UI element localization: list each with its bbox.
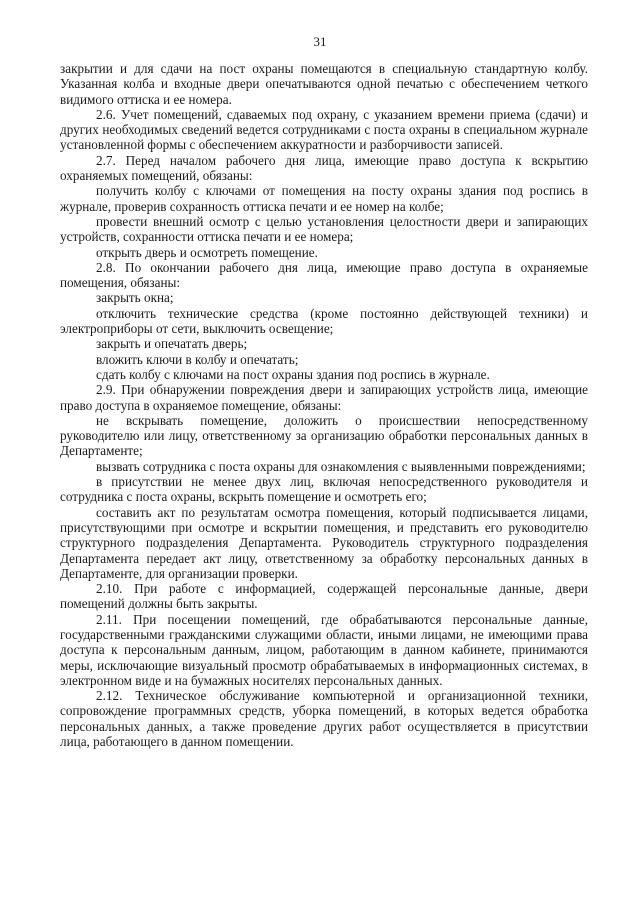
paragraph-2-8: 2.8. По окончании рабочего дня лица, имеющие право доступа в охраняемые помещения, обязаны: <box>60 259 588 291</box>
list-item-power-off: отключить технические средства (кроме постоянно действующей техники) и электроприборы от сети, выключить освещение; <box>60 305 588 337</box>
list-item-open-with-witnesses: в присутствии не менее двух лиц, включая непосредственного руководителя и сотрудника с поста охраны, вскрыть помещение и осмотреть его; <box>60 474 588 505</box>
paragraph-2-6: 2.6. Учет помещений, сдаваемых под охрану, с указанием времени приема (сдачи) и других необходимых сведений ведется сотрудниками с поста охраны в специальном журнале установленной формы с обеспечением аккуратности и разборчивости записей. <box>60 106 588 153</box>
paragraph-2-10: 2.10. При работе с информацией, содержащей персональные данные, двери помещений должны быть закрыты. <box>60 581 588 612</box>
document-body <box>60 61 588 749</box>
list-item-open-door: открыть дверь и осмотреть помещение. <box>96 244 318 260</box>
list-item-inspect-door: провести внешний осмотр с целью установления целостности двери и запирающих устройств, сохранности оттиска печати и ее номера; <box>60 213 588 245</box>
paragraph-2-12: 2.12. Техническое обслуживание компьютерной и организационной техники, сопровождение программных средств, уборка помещений, в которых ведется обработка персональных данных, а также проведение других работ осуществляется в присутствии лица, работающего в данном помещении. <box>60 688 588 750</box>
list-item-hand-over-flask: сдать колбу с ключами на пост охраны здания под роспись в журнале. <box>96 366 490 382</box>
list-item-draw-up-act: составить акт по результатам осмотра помещения, который подписывается лицами, присутствующими при осмотре и вскрытии помещения, и представить его руководителю структурного подразделения Департамента. Руководитель структурного подразделения Департамента передает акт лицу, ответственному за обработку персональных данных в Департаменте, для организации проверки. <box>60 504 588 581</box>
list-item-call-guard: вызвать сотрудника с поста охраны для ознакомления с выявленными повреждениями; <box>96 458 586 474</box>
paragraph-continuation: закрытии и для сдачи на пост охраны помещаются в специальную стандартную колбу. Указанная колба и входные двери опечатываются одной печатью с обеспечением четкого видимого оттиска и ее номера. <box>60 61 588 107</box>
list-item-do-not-open: не вскрывать помещение, доложить о происшествии непосредственному руководителю или лицу, ответственному за организацию обработки персональных данных в Департаменте; <box>60 412 588 459</box>
list-item-close-windows: закрыть окна; <box>96 290 174 306</box>
list-item-seal-door: закрыть и опечатать дверь; <box>96 336 248 352</box>
paragraph-2-11: 2.11. При посещении помещений, где обрабатываются персональные данные, государственными гражданскими служащими области, иными лицами, не имеющими права доступа к персональным данным, лицом, работающим в данном кабинете, принимаются меры, исключающие визуальный просмотр обрабатываемых в информационных системах, в электронном виде и на бумажных носителях персональных данных. <box>60 611 588 688</box>
list-item-get-flask: получить колбу с ключами от помещения на посту охраны здания под роспись в журнале, проверив сохранность оттиска печати и ее номер на колбе; <box>60 183 588 214</box>
paragraph-2-9: 2.9. При обнаружении повреждения двери и запирающих устройств лица, имеющие право доступа в охраняемое помещение, обязаны: <box>60 382 588 413</box>
page-number: 31 <box>313 34 327 49</box>
list-item-keys-in-flask: вложить ключи в колбу и опечатать; <box>96 351 299 367</box>
paragraph-2-7: 2.7. Перед началом рабочего дня лица, имеющие право доступа к вскрытию охраняемых помещений, обязаны: <box>60 152 588 184</box>
